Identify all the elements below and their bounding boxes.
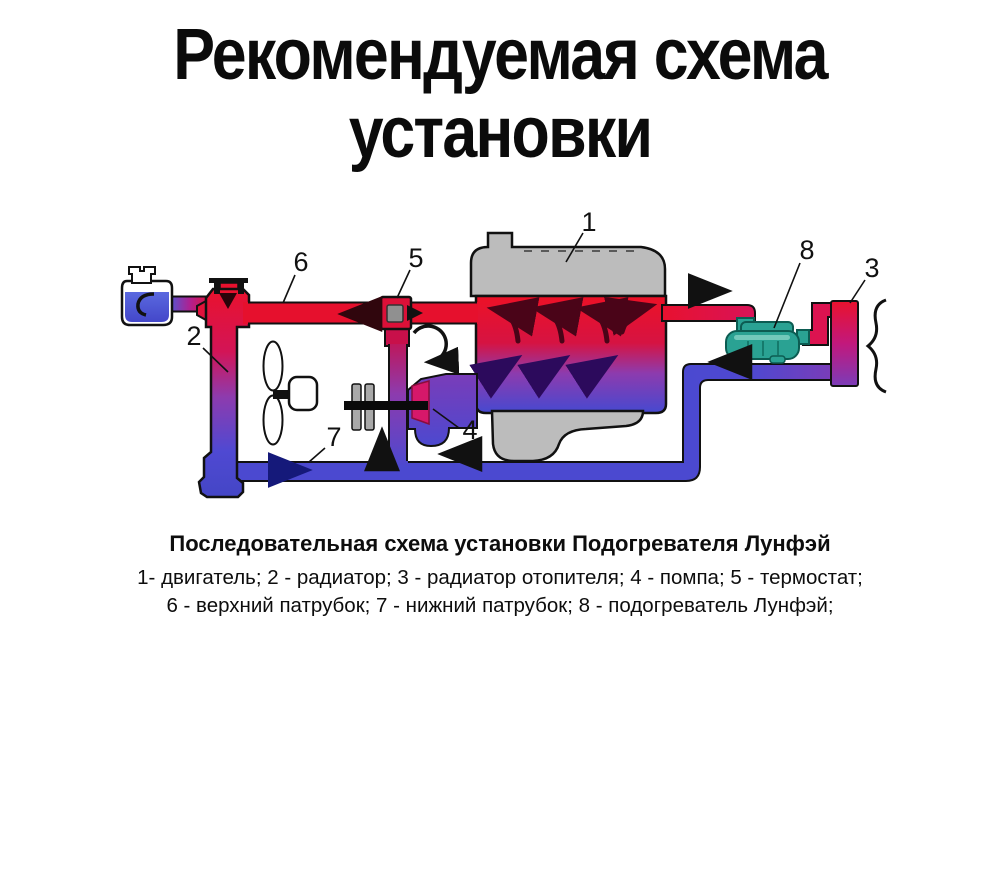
heater-radiator — [831, 301, 858, 386]
engine — [471, 233, 666, 461]
label-upper-hose: 6 — [293, 247, 309, 277]
fan-hub — [273, 390, 290, 399]
fan-motor — [289, 377, 317, 410]
heater-highlight — [734, 335, 790, 340]
caption-heading: Последовательная схема установки Подогревателя Лунфэй — [169, 531, 831, 556]
thermostat-base — [385, 328, 409, 346]
label-heater: 8 — [799, 235, 815, 265]
tank-cap — [129, 267, 155, 283]
title-line-2: установки — [348, 93, 652, 174]
legend-line-2: 6 - верхний патрубок; 7 - нижний патрубок; 8 - подогреватель Лунфэй; — [166, 594, 834, 617]
pump-shaft — [344, 401, 428, 410]
heater-unit — [726, 318, 809, 363]
oil-pan — [492, 411, 643, 461]
label-heater-radiator: 3 — [864, 253, 880, 283]
leader-line-8 — [774, 263, 800, 328]
caption — [50, 531, 950, 620]
continuation-brace — [868, 300, 886, 392]
leader-line-3 — [850, 280, 865, 303]
label-radiator: 2 — [186, 321, 202, 351]
thermostat-valve — [387, 305, 403, 322]
label-engine: 1 — [581, 207, 597, 237]
fan-blade — [264, 396, 283, 445]
legend-line-1: 1- двигатель; 2 - радиатор; 3 - радиатор отопителя; 4 - помпа; 5 - термостат; — [137, 566, 863, 589]
label-pump: 4 — [462, 415, 478, 445]
fan-blade — [264, 342, 283, 391]
leader-line-7 — [309, 448, 325, 462]
cooling-fan — [264, 342, 318, 445]
leader-line-5 — [397, 270, 410, 298]
title-line-1: Рекомендуемая схема — [173, 15, 827, 95]
leader-line-6 — [283, 275, 295, 303]
heater-stub — [770, 356, 785, 363]
valve-cover — [471, 233, 665, 296]
bypass-circulation-arrow — [414, 326, 446, 362]
label-lower-hose: 7 — [326, 422, 342, 452]
label-thermostat: 5 — [408, 243, 424, 273]
